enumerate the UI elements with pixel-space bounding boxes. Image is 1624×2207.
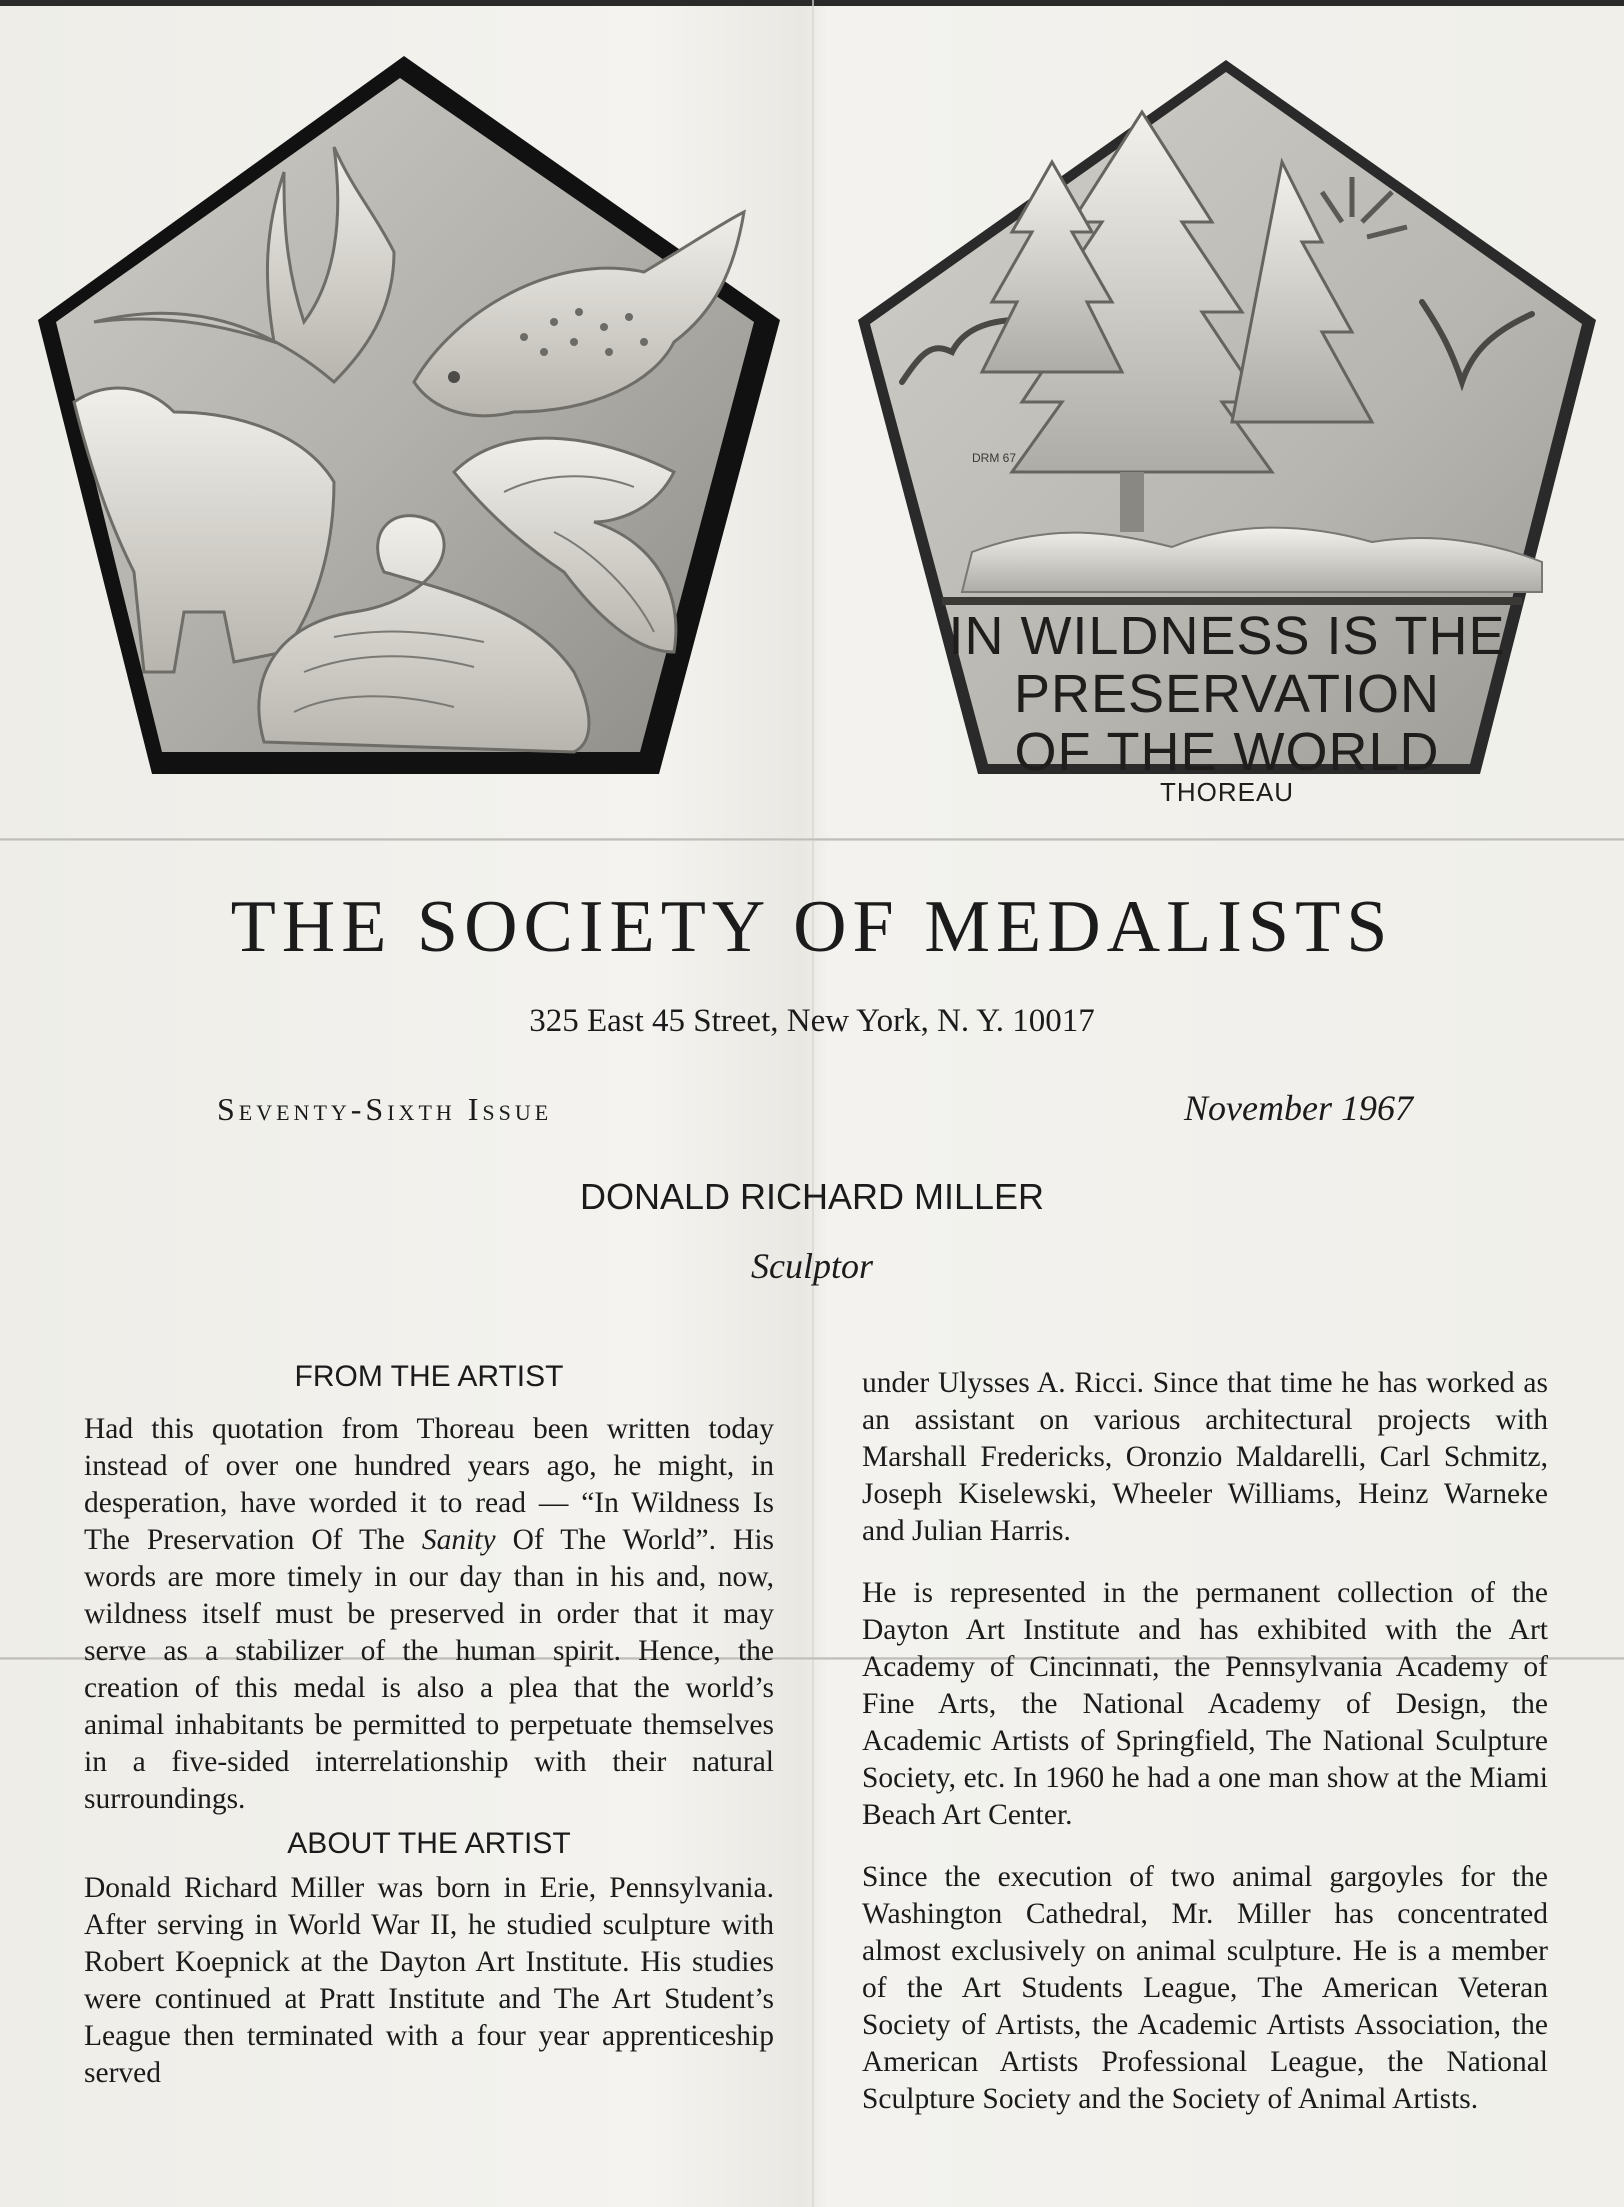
from-the-artist-text (84, 1411, 774, 1818)
right-column (862, 1365, 1548, 2118)
from-the-artist-heading: FROM THE ARTIST (294, 1360, 564, 1393)
masthead-title: THE SOCIETY OF MEDALISTS (230, 886, 1394, 968)
left-column (84, 1355, 774, 2092)
about-the-artist-heading: ABOUT THE ARTIST (287, 1827, 571, 1860)
issue-number: Seventy-Sixth Issue (217, 1091, 553, 1127)
about-paragraph-1-start: Donald Richard Miller was born in Erie, Pennsylvania. After serving in World War II, he studied sculpture with Robert Koepnick at the Dayton Art Institute. His studies were continued at Pratt Institute and The Art Student’s League then terminated with a four year apprenticeship served (84, 1872, 774, 2089)
inscription-line-1: IN WILDNESS IS THE (948, 606, 1506, 666)
about-paragraph-2: He is represented in the permanent collection of the Dayton Art Institute and has exhibited with the Art Academy of Cincinnati, the Pennsylvania Academy of Fine Arts, the National Academy of Design, the Academic Artists of Springfield, The National Sculpture Society, etc. In 1960 he had a one man show at the Miami Beach Art Center. (862, 1577, 1548, 1831)
inscription-line-3: OF THE WORLD (1014, 722, 1440, 782)
about-paragraph-1-continued: under Ulysses A. Ricci. Since that time he has worked as an assistant on various architectural projects with Marshall Fredericks, Oronzio Maldarelli, Carl Schmitz, Joseph Kiselewski, Wheeler Williams, Heinz Warneke and Julian Harris. (862, 1367, 1548, 1547)
medal-obverse-image (34, 52, 784, 782)
inscription-attribution: THOREAU (1159, 777, 1295, 807)
about-paragraph-3: Since the execution of two animal gargoyles for the Washington Cathedral, Mr. Miller has concentrated almost exclusively on animal sculpture. He is a member of the Art Students League, The American Veteran Society of Artists, the Academic Artists Association, the American Artists Professional League, the National Sculpture Society and the Society of Animal Artists. (862, 1861, 1548, 2115)
society-address: 325 East 45 Street, New York, N. Y. 10017 (529, 1003, 1095, 1039)
medal-inscription (947, 607, 1507, 807)
from-the-artist-text-part2: Of The World”. His words are more timely in our day than in his and, now, wildness itself must be preserved in order that it may serve as a stabilizer of the human spirit. Hence, the creation of this medal is also a plea that the world’s animal inhabitants be permitted to perpetuate themselves in a five-sided interrelationship with their natural surroundings. (84, 1524, 774, 1815)
vertical-fold-line (812, 0, 814, 2207)
from-the-artist-text-part1: Had this quotation from Thoreau been written today instead of over one hundred years ago, he might, in desperation, have worded it to read — “In Wildness Is The Preservation Of The (84, 1413, 774, 1556)
artist-role: Sculptor (751, 1246, 873, 1286)
sanity-word: Sanity (421, 1524, 496, 1556)
horizontal-fold-line-upper (0, 838, 1624, 841)
inscription-line-2: PRESERVATION (1013, 664, 1441, 724)
issue-date: November 1967 (1184, 1088, 1413, 1128)
svg-text:DRM 67: DRM 67 (972, 451, 1017, 465)
medal-reverse-image (852, 52, 1600, 807)
artist-name: DONALD RICHARD MILLER (579, 1176, 1045, 1217)
